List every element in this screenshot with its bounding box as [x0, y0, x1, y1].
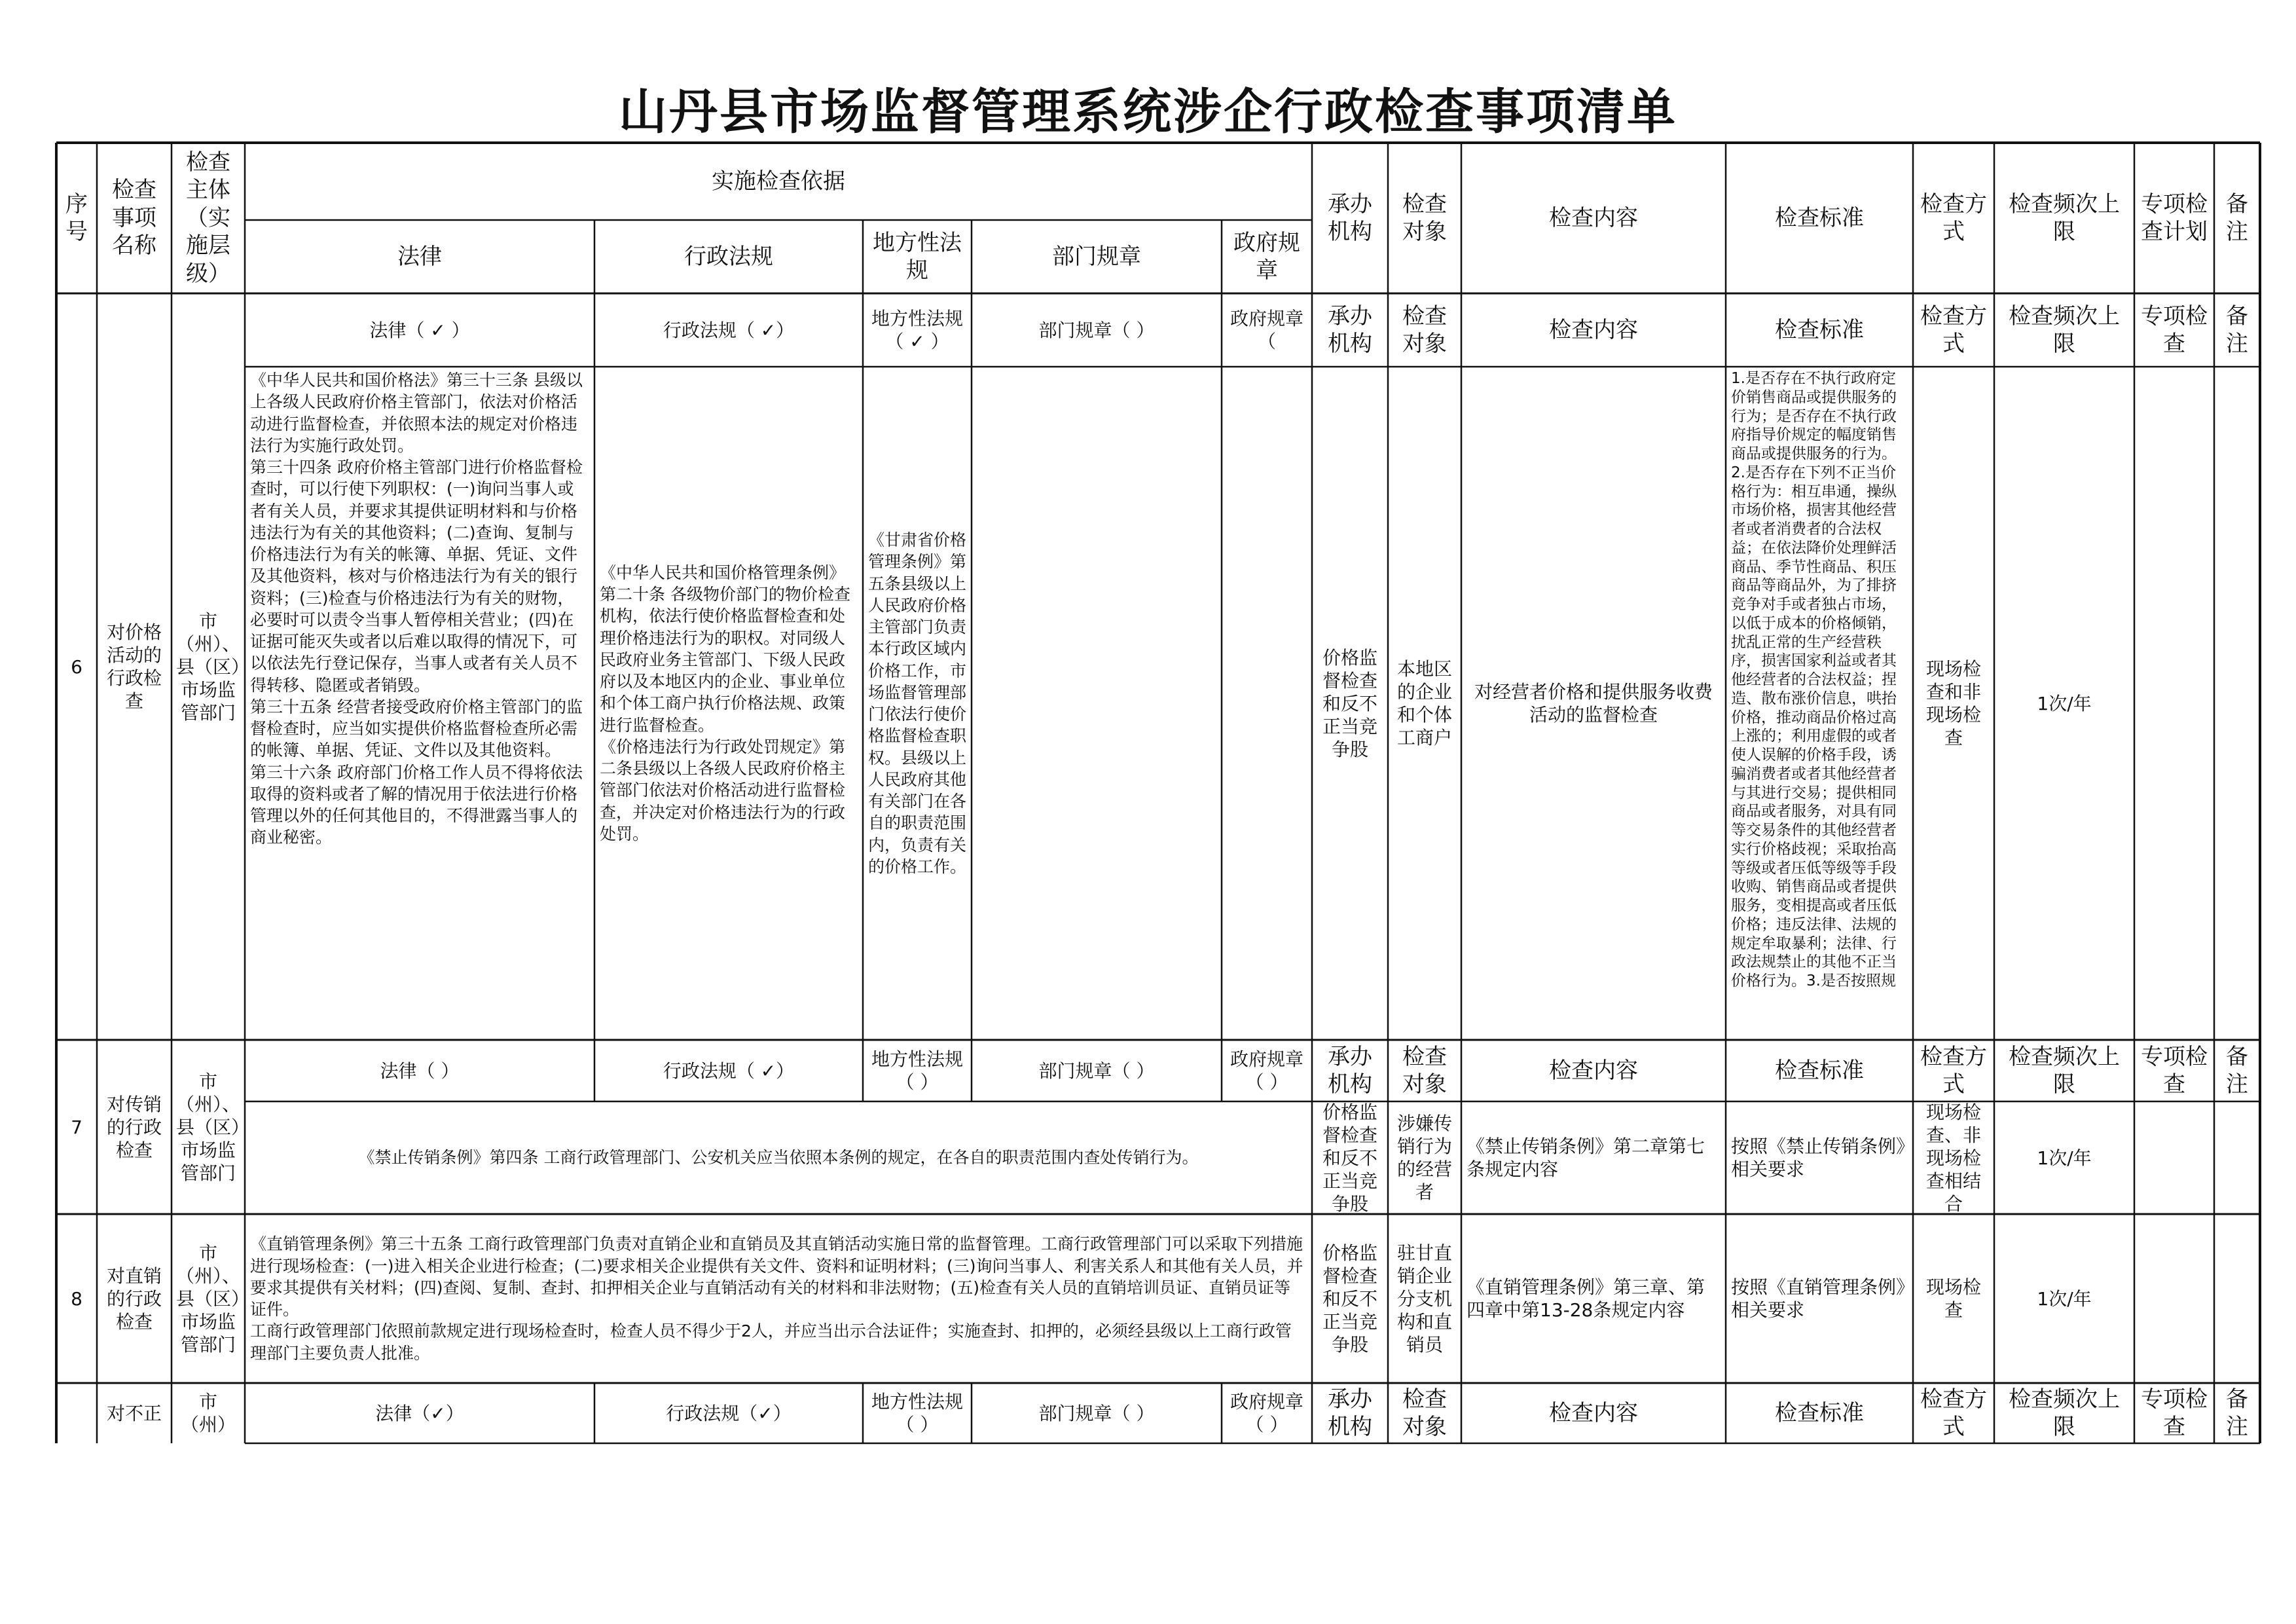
row8-method: 现场检查	[1925, 1276, 1981, 1321]
row7-target: 涉嫌传销行为的经营者	[1396, 1113, 1452, 1203]
header-freq: 检查频次上限	[2009, 191, 2120, 245]
row9-subject: 市（州）	[180, 1391, 236, 1435]
row9-sub-admin-reg: 行政法规（✓）	[666, 1402, 792, 1424]
row6-admin-reg-text-text: 《中华人民共和国价格管理条例》第二十条 各级物价部门的物价检查机构，依法行使价格监督检查和处理价格违法行为的职权。对同级人民政府业务主管部门、下级人民政府以及本地区内的企业、事业单位和个体工商户执行价格法规、政策进行监督检查。 《价格违法行为行政处罚规定》第二条县级以上各级人民政府价格主管部门依法对价格活动进行监督检查，并决定对价格违法行为的行政处罚。	[600, 563, 850, 843]
row8-freq: 1次/年	[2037, 1287, 2092, 1310]
row7-sub-law: 法律（ ）	[380, 1060, 460, 1082]
row6-sub-freq: 检查频次上限	[2009, 303, 2120, 357]
header-seq: 序号	[65, 191, 88, 245]
header-admin-reg: 行政法规	[684, 243, 773, 270]
header-target: 检查对象	[1402, 191, 1447, 245]
row7-note	[2214, 1101, 2260, 1214]
row6-sub-target: 检查对象	[1402, 303, 1447, 357]
row6-org: 价格监督检查和反不正当竞争股	[1322, 646, 1377, 760]
row6-sub-org: 承办机构	[1328, 303, 1372, 357]
row6-sub-gov-rule: 政府规章（	[1230, 308, 1303, 352]
row6-target: 本地区的企业和个体工商户	[1396, 658, 1452, 748]
row6-sub-law: 法律（ ✓ ）	[369, 319, 470, 341]
row6-admin-reg-text	[594, 367, 863, 1040]
row9-name: 对不正	[106, 1402, 162, 1424]
row6-content: 对经营者价格和提供服务收费活动的监督检查	[1474, 681, 1713, 726]
row6-law-text-text: 《中华人民共和国价格法》第三十三条 县级以上各级人民政府价格主管部门，依法对价格活动进行监督检查，并依照本法的规定对价格违法行为实施行政处罚。 第三十四条 政府价格主管部门进行价格监督检查时，可以行使下列职权：(一)询问当事人或者有关人员，并要求其提供证明材料和与价格违法行为有关的其他资料；(二)查询、复制与价格违法行为有关的帐簿、单据、凭证、文件及其他资料，核对与价格违法行为有关的银行资料；(三)检查与价格违法行为有关的财物，必要时可以责令当事人暂停相关营业；(四)在证据可能灭失或者以后难以取得的情况下，可以依法先行登记保存，当事人或者有关人员不得转移、隐匿或者销毁。 第三十五条 经营者接受政府价格主管部门的监督检查时，应当如实提供价格监督检查所必需的帐簿、单据、凭证、文件以及其他资料。 第三十六条 政府部门价格工作人员不得将依法取得的资料或者了解的情况用于依法进行价格管理以外的任何其他目的，不得泄露当事人的商业秘密。	[250, 371, 583, 847]
row7-content: 《禁止传销条例》第二章第七条规定内容	[1467, 1135, 1705, 1180]
row9-sub-plan: 专项检查	[2141, 1386, 2208, 1440]
row9-sub-standard: 检查标准	[1775, 1399, 1864, 1426]
row8-target: 驻甘直销企业分支机构和直销员	[1396, 1242, 1452, 1356]
row6-sub-plan: 专项检查	[2141, 303, 2208, 357]
row7-name: 对传销的行政检查	[106, 1093, 162, 1161]
row8-standard: 按照《直销管理条例》相关要求	[1731, 1276, 1906, 1321]
header-dept-rule: 部门规章	[1052, 243, 1141, 270]
header-local-reg: 地方性法规	[873, 229, 962, 284]
row7-standard: 按照《禁止传销条例》相关要求	[1731, 1135, 1906, 1180]
row9-sub-local-reg: 地方性法规（ ）	[871, 1391, 963, 1435]
row9-sub-gov-rule: 政府规章（ ）	[1230, 1391, 1303, 1435]
page-title: 山丹县市场监督管理系统涉企行政检查事项清单	[619, 84, 1677, 140]
row8-subject: 市（州）、县（区）市场监管部门	[176, 1242, 241, 1356]
row6-local-reg-text-text: 《甘肃省价格管理条例》第五条县级以上人民政府价格主管部门负责本行政区域内价格工作，市场监督管理部门依法行使价格监督检查职权。县级以上人民政府其他有关部门在各自的职责范围内，负责有关的价格工作。	[868, 530, 967, 876]
row6-plan	[2134, 367, 2214, 1040]
row6-standard	[1726, 367, 1913, 1040]
header-method: 检查方式	[1920, 191, 1987, 245]
row7-sub-note: 备注	[2226, 1043, 2248, 1098]
row9-sub-note: 备注	[2226, 1386, 2248, 1440]
row7-subject: 市（州）、县（区）市场监管部门	[176, 1070, 241, 1184]
header-content: 检查内容	[1549, 204, 1638, 231]
row7-sub-content: 检查内容	[1549, 1057, 1638, 1084]
row6-standard-text: 1.是否存在不执行政府定价销售商品或提供服务的行为；是否存在不执行政府指导价规定的幅度销售商品或提供服务的行为。 2.是否存在下列不正当价格行为：相互串通，操纵市场价格，损害其他经营者或者消费者的合法权益；在依法降价处理鲜活商品、季节性商品、积压商品等商品外，为了排挤竞争对手或者独占市场，以低于成本的价格倾销，扰乱正常的生产经营秩序，损害国家利益或者其他经营者的合法权益；捏造、散布涨价信息，哄抬价格，推动商品价格过高上涨的；利用虚假的或者使人误解的价格手段，诱骗消费者或者其他经营者与其进行交易；提供相同商品或者服务，对具有同等交易条件的其他经营者实行价格歧视；采取抬高等级或者压低等级等手段收购、销售商品或者提供服务，变相提高或者压低价格；违反法律、法规的规定牟取暴利；法律、行政法规禁止的其他不正当价格行为。3.是否按照规	[1731, 370, 1897, 989]
row7-sub-dept-rule: 部门规章（ ）	[1038, 1060, 1155, 1082]
row7-basis: 《禁止传销条例》第四条 工商行政管理部门、公安机关应当依照本条例的规定，在各自的职责范围内查处传销行为。	[358, 1148, 1199, 1168]
row6-sub-note: 备注	[2226, 303, 2248, 357]
row9-sub-law: 法律（✓）	[375, 1402, 464, 1424]
row6-sub-method: 检查方式	[1920, 303, 1987, 357]
row6-law-text	[245, 367, 594, 1040]
row6-sub-admin-reg: 行政法规（ ✓）	[663, 319, 795, 341]
header-standard: 检查标准	[1775, 204, 1864, 231]
header-basis: 实施检查依据	[712, 168, 845, 194]
row9-sub-dept-rule: 部门规章（ ）	[1038, 1402, 1155, 1424]
header-subject: 检查主体（实施层级）	[186, 149, 230, 287]
row7-sub-standard: 检查标准	[1775, 1057, 1864, 1084]
row9-sub-org: 承办机构	[1328, 1386, 1372, 1440]
row9-sub-content: 检查内容	[1549, 1399, 1638, 1426]
row9-sub-target: 检查对象	[1402, 1386, 1447, 1440]
row7-org: 价格监督检查和反不正当竞争股	[1322, 1101, 1377, 1214]
row7-sub-admin-reg: 行政法规（ ✓）	[663, 1060, 795, 1082]
row6-sub-standard: 检查标准	[1775, 316, 1864, 343]
row6-sub-content: 检查内容	[1549, 316, 1638, 343]
row7-sub-gov-rule: 政府规章（ ）	[1230, 1048, 1303, 1093]
row7-sub-freq: 检查频次上限	[2009, 1043, 2120, 1098]
row7-sub-plan: 专项检查	[2141, 1043, 2208, 1098]
row6-freq: 1次/年	[2037, 692, 2092, 714]
header-note: 备注	[2226, 191, 2248, 245]
row8-name: 对直销的行政检查	[106, 1264, 162, 1333]
row6-dept-rule-text	[972, 367, 1222, 1040]
row6-method: 现场检查和非现场检查	[1925, 658, 1981, 748]
row9-seq	[56, 1383, 97, 1443]
row7-sub-local-reg: 地方性法规（ ）	[871, 1048, 963, 1093]
row6-sub-local-reg: 地方性法规（ ✓ ）	[871, 308, 963, 352]
row6-sub-dept-rule: 部门规章（ ）	[1038, 319, 1155, 341]
header-law: 法律	[397, 243, 442, 270]
row6-seq: 6	[71, 655, 82, 678]
row6-gov-rule-text	[1222, 367, 1312, 1040]
row9-sub-freq: 检查频次上限	[2009, 1386, 2120, 1440]
row7-seq: 7	[71, 1116, 82, 1138]
row7-plan	[2134, 1101, 2214, 1214]
row6-local-reg-text	[863, 367, 972, 1040]
row7-sub-org: 承办机构	[1328, 1043, 1372, 1098]
row6-subject: 市（州）、县（区）市场监管部门	[176, 610, 241, 724]
row6-name: 对价格活动的行政检查	[106, 621, 162, 712]
row7-sub-method: 检查方式	[1920, 1043, 1987, 1098]
row8-org: 价格监督检查和反不正当竞争股	[1322, 1242, 1377, 1356]
header-org: 承办机构	[1328, 191, 1372, 245]
header-item-name: 检查事项名称	[112, 177, 156, 259]
row7-sub-target: 检查对象	[1402, 1043, 1447, 1098]
row6-note	[2214, 367, 2260, 1040]
row7-freq: 1次/年	[2037, 1147, 2092, 1169]
header-plan: 专项检查计划	[2141, 191, 2208, 245]
row9-sub-method: 检查方式	[1920, 1386, 1987, 1440]
header-gov-rule: 政府规章	[1233, 229, 1300, 284]
row8-plan	[2134, 1214, 2214, 1383]
row8-basis-text: 《直销管理条例》第三十五条 工商行政管理部门负责对直销企业和直销员及其直销活动实施日常的监督管理。工商行政管理部门可以采取下列措施进行现场检查：(一)进入相关企业进行检查；(二)要求相关企业提供有关文件、资料和证明材料；(三)询问当事人、利害关系人和其他有关人员，并要求其提供有关材料；(四)查阅、复制、查封、扣押相关企业与直销活动有关的材料和非法财物；(五)检查有关人员的直销培训员证、直销员证等证件。 工商行政管理部门依照前款规定进行现场检查时，检查人员不得少于2人，并应当出示合法证件；实施查封、扣押的，必须经县级以上工商行政管理部门主要负责人批准。	[250, 1234, 1303, 1363]
row8-content: 《直销管理条例》第三章、第四章中第13-28条规定内容	[1467, 1276, 1705, 1321]
row8-seq: 8	[71, 1287, 82, 1310]
row7-method: 现场检查、非现场检查相结合	[1925, 1101, 1981, 1214]
row8-basis	[245, 1214, 1312, 1383]
row8-note	[2214, 1214, 2260, 1383]
